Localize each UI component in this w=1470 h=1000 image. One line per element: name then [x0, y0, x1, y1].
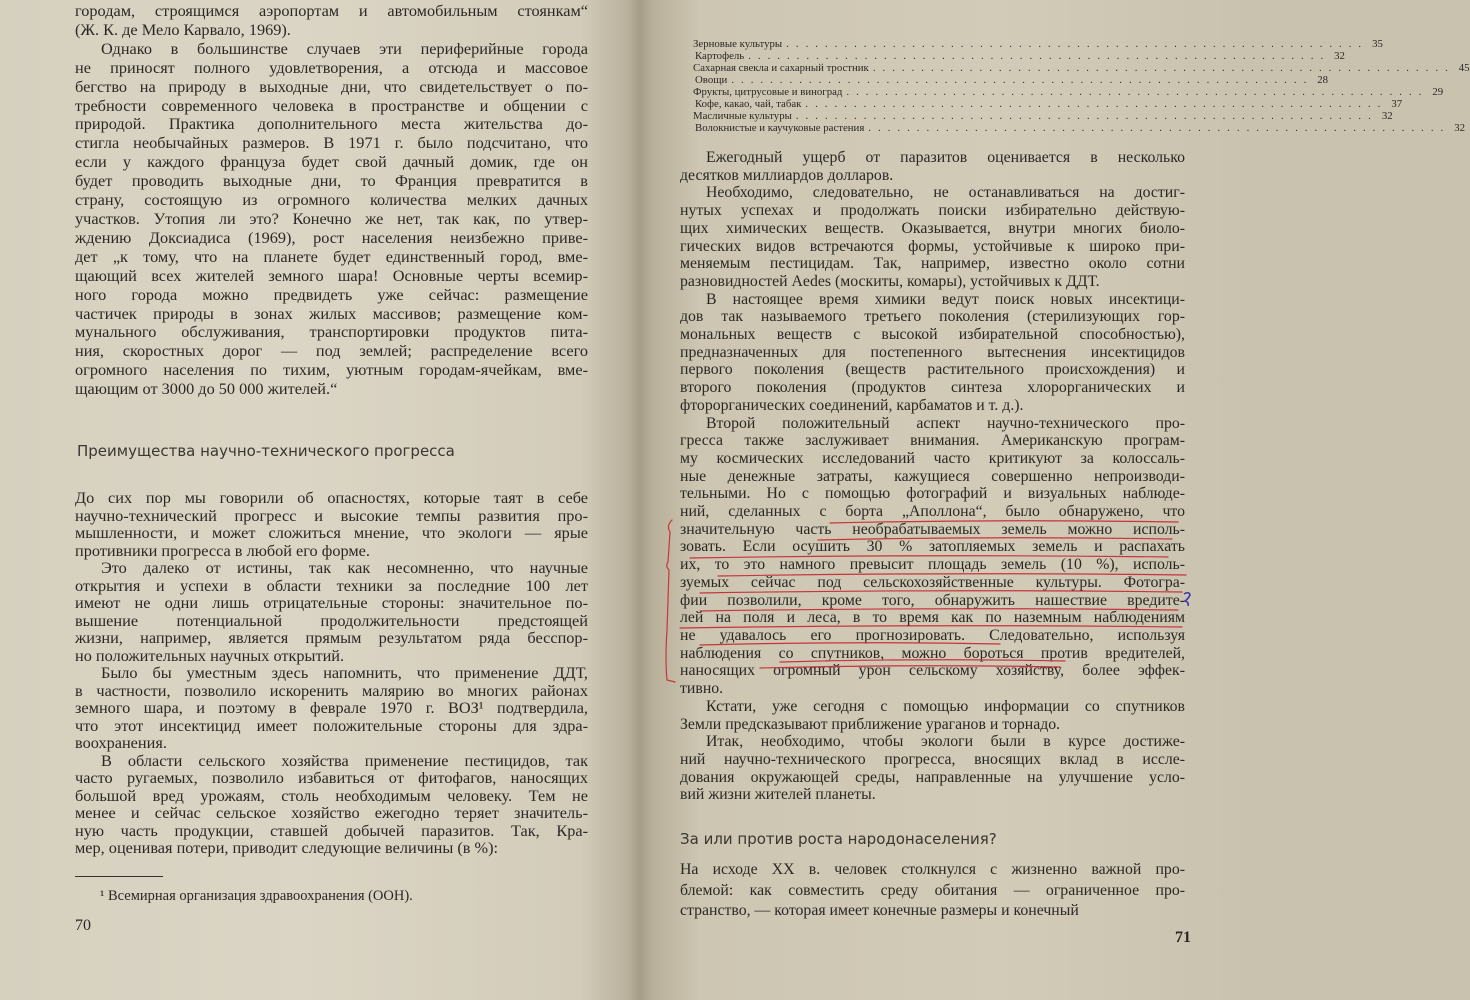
text-line: если у каждого француза будет свой дачный домик, где он	[75, 152, 588, 172]
text-line: не удавалось его прогнозировать. Следовательно, используя	[680, 626, 1185, 644]
text-line: фии позволили, кроме того, обнаружить нашествие вредите-	[680, 591, 1185, 609]
text-line: городам, строящимся аэропортам и автомобильным стоянкам“	[75, 1, 588, 20]
text-line: воохранения.	[75, 733, 167, 752]
text-line: большой вред урожаям, столь необходимым человеку. Тем не	[75, 785, 588, 805]
section-heading-population: За или против роста народонаселения?	[680, 830, 997, 848]
text-line: менее и сейчас сельское хозяйство ежегодно теряет значитель-	[75, 803, 588, 822]
text-line: дов так называемого третьего поколения (стерилизующих гор-	[680, 308, 1185, 326]
text-line: ные денежные затраты, кажущиеся совершенно непроизводи-	[680, 467, 1185, 485]
loss-percent: 45	[1458, 62, 1470, 74]
loss-percent: 28	[1317, 74, 1329, 86]
crop-name: Сахарная свекла и сахарный тростник	[693, 62, 869, 74]
text-line: мунального обслуживания, транспортировки продуктов пита-	[75, 322, 588, 342]
text-line: участков. Утопия ли это? Конечно же нет, так как, по утвер-	[75, 208, 588, 228]
text-line: значительную часть необрабатываемых земель можно исполь-	[680, 520, 1185, 538]
table-row	[693, 50, 1345, 62]
red-margin-bracket	[666, 520, 675, 682]
leader-dots: ............................................................	[786, 38, 1369, 50]
text-line: вий жизни жителей планеты.	[680, 786, 876, 804]
table-row	[693, 74, 1329, 86]
text-line: меняемым пестицидам. Так, например, известно около сотни	[680, 255, 1185, 273]
text-line: тивно.	[680, 680, 724, 698]
text-line: частичек природы в зонах жилых массивов; размещение ком-	[75, 303, 588, 323]
loss-percent: 32	[1454, 122, 1466, 134]
crop-name: Фрукты, цитрусовые и виноград	[693, 86, 843, 98]
text-line: имеют не одни лишь отрицательные стороны: значительное по-	[75, 593, 588, 612]
text-line: часто ругаемых, позволило избавиться от фитофагов, наносящих	[75, 768, 588, 787]
right-text-block-2	[680, 860, 1185, 922]
text-line: Необходимо, следовательно, не останавливаться на достиг-	[706, 184, 1185, 202]
text-line: (Ж. К. де Мело Карвало, 1969).	[75, 19, 291, 39]
text-line: щих химических веществ. Оказывается, внутри многих биоло-	[680, 219, 1185, 237]
text-line: зуемых сейчас под сельскохозяйственные культуры. Фотогра-	[680, 573, 1185, 591]
crop-loss-table	[693, 38, 1470, 134]
text-line: му космических исследований часто критикуют за колоссаль-	[680, 449, 1185, 467]
text-line: мышленности, и может сложиться мнение, что экологи — ярые	[75, 523, 588, 542]
text-line: зовать. Если осушить 30 % затопляемых земель и распахать	[680, 538, 1185, 556]
text-line: Итак, необходимо, чтобы экологи были в курсе достиже-	[706, 733, 1185, 751]
text-line: не приносят полного удовлетворения, а отсюда и массовое	[75, 57, 588, 77]
text-line: что этот инсектицид имеет положительные стороны для здра-	[75, 715, 588, 735]
text-line: будет проводить выходные дни, то Франция превратится в	[75, 171, 588, 191]
footnote-rule	[75, 876, 163, 877]
text-line: требности современного человека в пространстве и общении с	[75, 95, 588, 115]
table-row	[693, 98, 1403, 110]
text-line: земного шара, и поэтому в феврале 1970 г. ВОЗ¹ подтвердила,	[75, 698, 588, 717]
text-line: наблюдения со спутников, можно бороться против вредителей,	[680, 644, 1185, 662]
text-line: лей на поля и леса, в то время как по наземным наблюдениям	[680, 609, 1185, 627]
section-heading-progress: Преимущества научно-технического прогресса	[77, 442, 455, 460]
text-line: научно-технический прогресс и высокие темпы развития про-	[75, 505, 588, 525]
text-line: мер, оценивая потери, приводит следующие величины (в %):	[75, 838, 499, 857]
table-row	[693, 62, 1470, 74]
text-line: ного города можно предвидеть уже сейчас: размещение	[75, 284, 588, 304]
text-line: нутых успехах и продолжать поиски избирательно действую-	[680, 202, 1185, 220]
text-line: природой. Практика дополнительного места жительства до-	[75, 114, 588, 134]
text-line: До сих пор мы говорили об опасностях, которые таят в себе	[75, 488, 588, 507]
left-text-block-2	[75, 489, 588, 857]
text-line: Ежегодный ущерб от паразитов оценивается в несколько	[706, 149, 1185, 166]
text-line: В настоящее время химики ведут поиск новых инсектици-	[706, 290, 1185, 308]
text-line: тельными. Но с помощью фотографий и визуальных наблюде-	[680, 485, 1185, 503]
text-line: фторорганических соединений, карбаматов и т. д.).	[680, 396, 1024, 414]
text-line: огромного населения по тихим, уютным городам-ячейкам, вме-	[75, 360, 588, 380]
crop-name: Овощи	[695, 74, 728, 86]
text-line: щающим от 3000 до 50 000 жителей.“	[75, 379, 338, 399]
leader-dots: ............................................................	[846, 86, 1429, 98]
page-number-left: 70	[75, 917, 91, 934]
text-line: второго поколения (продуктов синтеза хлорорганических и	[680, 379, 1185, 397]
crop-name: Масличные культуры	[693, 110, 792, 122]
text-line: Второй положительный аспект научно-технического про-	[706, 414, 1185, 432]
text-line: щающий всех жителей земного шара! Основные черты всемир-	[75, 265, 588, 285]
leader-dots: ............................................................	[748, 50, 1331, 62]
leader-dots: ............................................................	[805, 98, 1388, 110]
leader-dots: ............................................................	[872, 62, 1455, 74]
text-line: Однако в большинстве случаев эти периферийные города	[101, 38, 588, 58]
text-line: ний научно-технического прогресса, вносящих вклад в иссле-	[680, 750, 1185, 768]
loss-percent: 32	[1334, 50, 1345, 62]
text-line: гресса также заслуживает внимания. Американскую програм-	[680, 432, 1185, 450]
text-line: гических видов встречаются формы, устойчивые к широко при-	[680, 237, 1185, 255]
text-line: ждению Доксиадиса (1969), рост населения неизбежно приве-	[75, 227, 588, 247]
text-line: Это далеко от истины, так как несомненно, что научные	[101, 558, 588, 577]
text-line: противники прогресса в любой его форме.	[75, 540, 370, 560]
leader-dots: ............................................................	[731, 74, 1314, 86]
right-text-block-1	[680, 149, 1185, 804]
text-line: Было бы уместным здесь напомнить, что применение ДДТ,	[101, 663, 588, 682]
text-line: Кстати, уже сегодня с помощью информации со спутников	[706, 697, 1185, 715]
loss-percent: 37	[1391, 98, 1403, 110]
text-line: бегство на природу в выходные дни, что свидетельствует о по-	[75, 76, 588, 96]
text-line: ную часть продукции, ставшей добычей паразитов. Так, Кра-	[75, 820, 588, 840]
text-line: ний, сделанных с борта „Аполлона“, было обнаружено, что	[680, 503, 1185, 521]
loss-percent: 32	[1381, 110, 1393, 122]
left-text-block-1	[75, 2, 588, 399]
text-line: предназначенных для постепенного вытеснения инсектицидов	[680, 343, 1185, 361]
crop-name: Кофе, какао, чай, табак	[695, 98, 802, 110]
text-line: открытия и успехи в области техники за последние 100 лет	[75, 575, 588, 595]
leader-dots: ............................................................	[795, 110, 1378, 122]
text-line: десятков миллиардов долларов.	[680, 166, 894, 184]
text-line: в частности, позволило искоренить малярию во многих районах	[75, 680, 588, 700]
table-row	[693, 86, 1444, 98]
text-line: стигла необычайных размеров. В 1971 г. было подсчитано, что	[75, 133, 588, 153]
crop-name: Картофель	[695, 50, 745, 62]
text-line: мональных веществ с высокой избирательной способностью),	[680, 326, 1185, 344]
page-number-right: 71	[1175, 929, 1191, 946]
text-line: первого поколения (веществ растительного происхождения) и	[680, 361, 1185, 379]
text-line: Земли предсказывают приближение ураганов и торнадо.	[680, 715, 1061, 733]
text-line: дования окружающей среды, направленные на улучшение усло-	[680, 768, 1185, 786]
table-row	[693, 110, 1393, 122]
text-line: странство, — которая имеет конечные размеры и конечный	[680, 902, 1079, 919]
table-row	[693, 122, 1466, 134]
text-line: жизни, например, является прямым результатом ряда бесспор-	[75, 628, 588, 647]
text-line: ния, скоростных дорог — под землей; распределение всего	[75, 341, 588, 361]
text-line: блемой: как совместить среду обитания — ограниченное про-	[680, 881, 1185, 899]
text-line: В области сельского хозяйства применение пестицидов, так	[101, 750, 588, 770]
text-line: вышение потенциальной продолжительности предстоящей	[75, 610, 588, 630]
footnote: ¹ Всемирная организация здравоохранения (ООН).	[100, 888, 413, 904]
text-line: разновидностей Aedes (москиты, комары), устойчивых к ДДТ.	[680, 272, 1100, 290]
text-line: На исходе XX в. человек столкнулся с жизненно важной про-	[680, 861, 1185, 878]
text-line: наносящих огромный урон сельскому хозяйству, более эффек-	[680, 662, 1185, 680]
crop-name: Зерновые культуры	[693, 38, 783, 50]
loss-percent: 29	[1432, 86, 1444, 98]
text-line: их, то это намного превысит площадь земель (10 %), исполь-	[680, 556, 1185, 574]
crop-name: Волокнистые и каучуковые растения	[695, 122, 865, 134]
text-line: страну, состоящую из огромного количества мелких дачных	[75, 190, 588, 210]
text-line: но положительных научных открытий.	[75, 645, 345, 665]
leader-dots: ............................................................	[868, 122, 1451, 134]
loss-percent: 35	[1372, 38, 1383, 50]
text-line: дет „к тому, что на планете будет единственный город, вме-	[75, 246, 588, 266]
table-row	[693, 38, 1383, 50]
